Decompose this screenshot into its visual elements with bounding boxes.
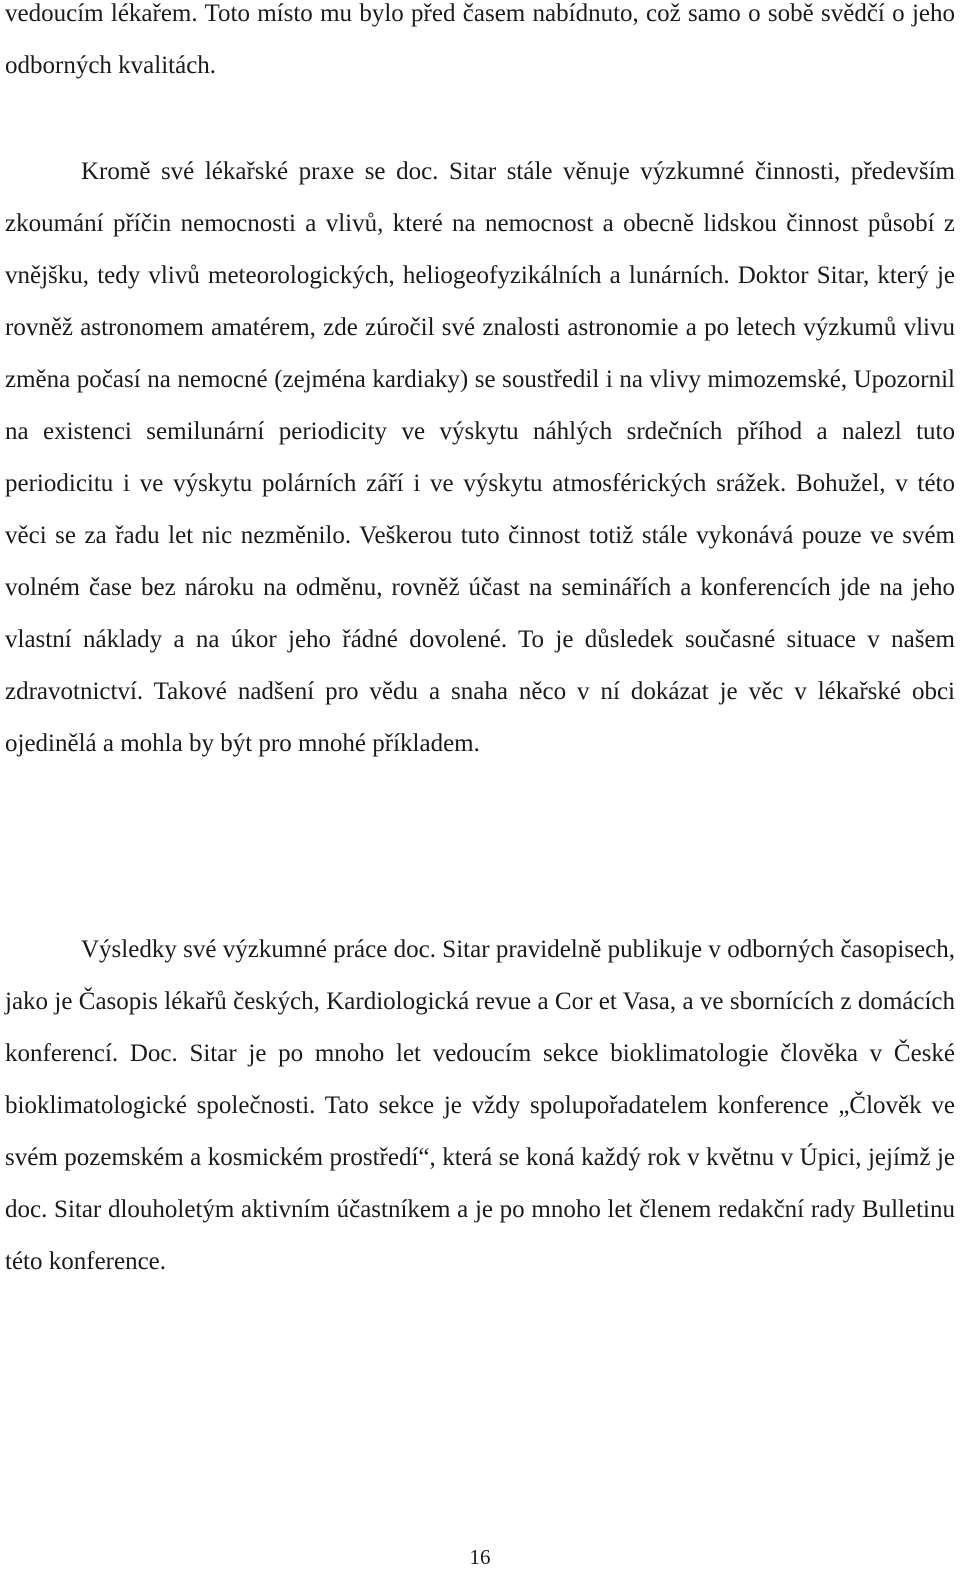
paragraph-publications: Výsledky své výzkumné práce doc. Sitar pravidelně publikuje v odborných časopisech, jako je Časopis lékařů českých, Kardiologická revue a Cor et Vasa, a ve sbornících z domácích konferencí. Doc. Sitar je po mnoho let vedoucím sekce bioklimatologie člověka v České bioklimatologické společnosti. Tato sekce je vždy spolupořadatelem konference „Člověk ve svém pozemském a kosmickém prostředí“, která se koná každý rok v květnu v Úpici, jejímž je doc. Sitar dlouholetým aktivním účastníkem a je po mnoho let členem redakční rady Bulletinu této konference. bbox=[5, 936, 955, 1275]
page-number: 16 bbox=[469, 1545, 491, 1569]
paragraph-research-activity: Kromě své lékařské praxe se doc. Sitar stále věnuje výzkumné činnosti, především zkoumání příčin nemocnosti a vlivů, které na nemocnost a obecně lidskou činnost působí z vnějšku, tedy vlivů meteorologických, heliogeofyzikálních a lunárních. Doktor Sitar, který je rovněž astronomem amatérem, zde zúročil své znalosti astronomie a po letech výzkumů vlivu změna počasí na nemocné (zejména kardiaky) se soustředil i na vlivy mimozemské, Upozornil na existenci semilunární periodicity ve výskytu náhlých srdečních příhod a nalezl tuto periodicitu i ve výskytu polárních září i ve výskytu atmosférických srážek. Bohužel, v této věci se za řadu let nic nezměnilo. Veškerou tuto činnost totiž stále vykonává pouze ve svém volném čase bez nároku na odměnu, rovněž účast na seminářích a konferencích jde na jeho vlastní náklady a na úkor jeho řádné dovolené. To je důsledek současné situace v našem zdravotnictví. Takové nadšení pro vědu a snaha něco v ní dokázat je věc v lékařské obci ojedinělá a mohla by být pro mnohé příkladem. bbox=[5, 158, 955, 757]
paragraph-continuation: vedoucím lékařem. Toto místo mu bylo před časem nabídnuto, což samo o sobě svědčí o jeho odborných kvalitách. bbox=[5, 0, 955, 79]
